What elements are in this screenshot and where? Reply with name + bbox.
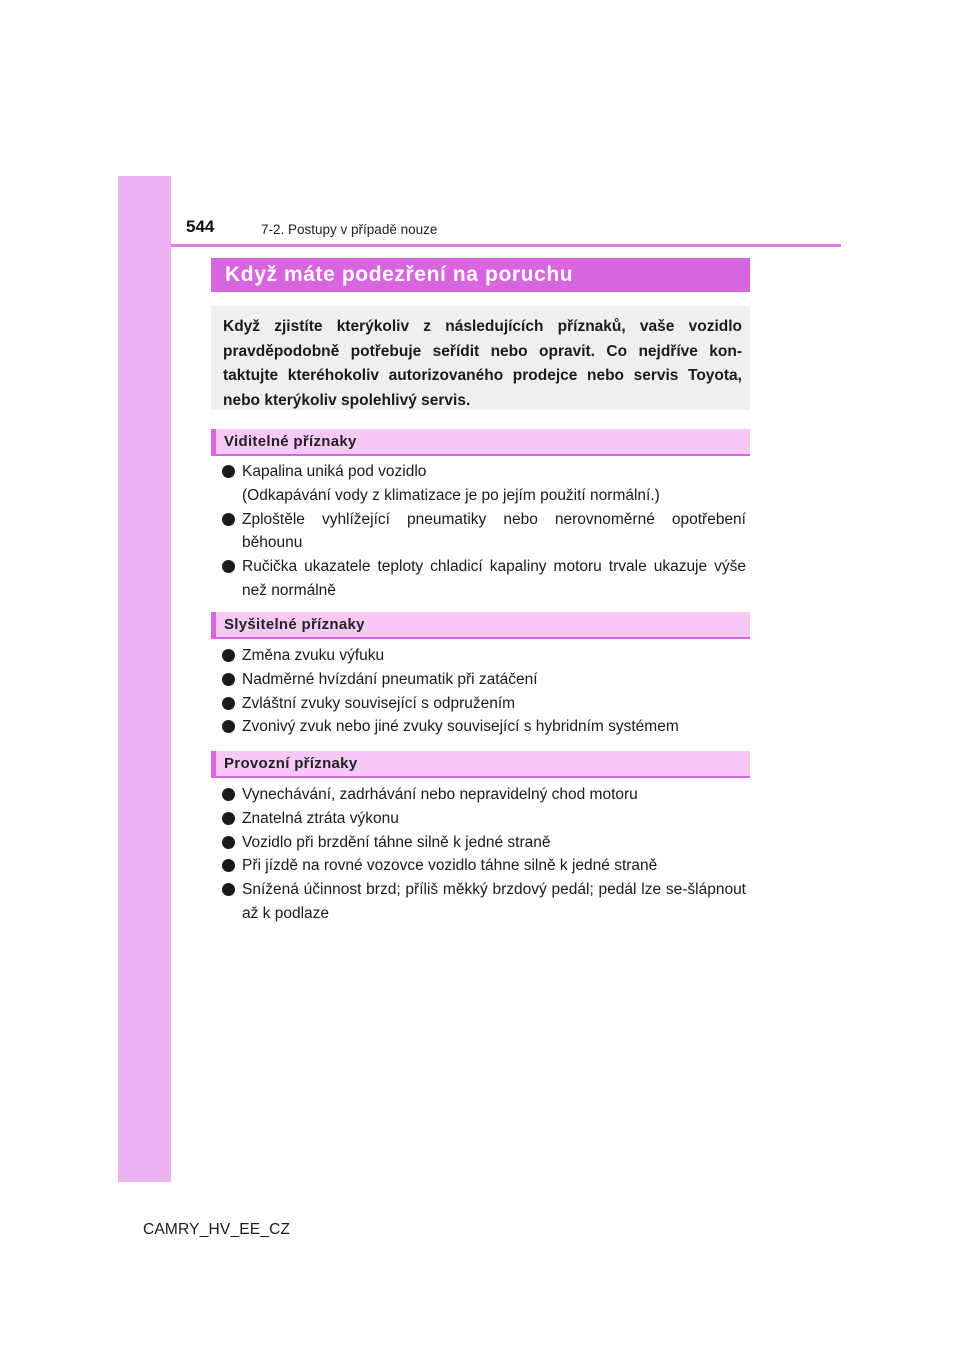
bullet-icon [222, 720, 235, 733]
list-item [222, 854, 746, 878]
section-title-bar [211, 258, 750, 292]
list-item [222, 460, 746, 508]
visible-symptoms-heading-label: Viditelné příznaky [224, 433, 357, 450]
list-item-text: Zvláštní zvuky související s odpružením [242, 694, 516, 712]
list-item [222, 807, 746, 831]
list-item-text: Zploštěle vyhlížející pneumatiky nebo nerovnoměrné opotřebení běhounu [242, 510, 746, 552]
list-item [222, 692, 746, 716]
section-title: Když máte podezření na poruchu [225, 263, 574, 286]
operational-symptoms-list [222, 783, 746, 926]
list-item-text: Ručička ukazatele teploty chladicí kapaliny motoru trvale ukazuje výše než normálně [242, 558, 746, 599]
header-divider [171, 244, 841, 247]
bullet-icon [222, 836, 235, 849]
visible-symptoms-list [222, 460, 746, 603]
bullet-icon [222, 560, 235, 573]
list-item [222, 715, 746, 739]
operational-symptoms-heading [211, 751, 750, 778]
audible-symptoms-heading-label: Slyšitelné příznaky [224, 616, 365, 633]
audible-symptoms-list [222, 644, 746, 739]
intro-text: Když zjistíte kterýkoliv z následujících příznaků, vaše vozidlo pravděpodobně potřebuje seřídit nebo opravit. Co nejdříve kon-taktujte kteréhokoliv autorizovaného prodejce nebo servis Toyota, nebo kterýkoliv spolehlivý servis. [223, 318, 742, 409]
list-item-text: Vozidlo při brzdění táhne silně k jedné straně [242, 833, 551, 851]
list-item [222, 508, 746, 556]
list-item-text: Zvonivý zvuk nebo jiné zvuky související s hybridním systémem [242, 718, 679, 736]
intro-box [211, 306, 750, 410]
list-item-text: Změna zvuku výfuku [242, 647, 385, 664]
bullet-icon [222, 788, 235, 801]
bullet-icon [222, 513, 235, 526]
chapter-title: 7-2. Postupy v případě nouze [261, 222, 438, 237]
list-item-text: Snížená účinnost brzd; příliš měkký brzdový pedál; pedál lze se-šlápnout až k podlaze [242, 881, 746, 922]
list-item-text: Vynechávání, zadrhávání nebo nepravidelný chod motoru [242, 786, 638, 803]
bullet-icon [222, 883, 235, 896]
operational-symptoms-heading-label: Provozní příznaky [224, 755, 358, 772]
visible-symptoms-heading [211, 429, 750, 456]
bullet-icon [222, 697, 235, 710]
page-number: 544 [186, 217, 215, 236]
audible-symptoms-heading [211, 612, 750, 639]
bullet-icon [222, 812, 235, 825]
list-item-text: Znatelná ztráta výkonu [242, 809, 399, 827]
list-item-text: Nadměrné hvízdání pneumatik při zatáčení [242, 670, 538, 688]
bullet-icon [222, 465, 235, 478]
list-item [222, 555, 746, 603]
chapter-sidebar-tab [118, 176, 171, 1182]
list-item [222, 644, 746, 668]
list-item [222, 831, 746, 855]
document-footer-code: CAMRY_HV_EE_CZ [143, 1221, 291, 1238]
bullet-icon [222, 649, 235, 662]
bullet-icon [222, 859, 235, 872]
list-item [222, 668, 746, 692]
list-item [222, 878, 746, 926]
bullet-icon [222, 673, 235, 686]
list-item-text: Při jízdě na rovné vozovce vozidlo táhne silně k jedné straně [242, 857, 658, 875]
list-item-text: Kapalina uniká pod vozidlo (Odkapávání vody z klimatizace je po jejím použití normální.) [242, 463, 660, 504]
list-item [222, 783, 746, 807]
